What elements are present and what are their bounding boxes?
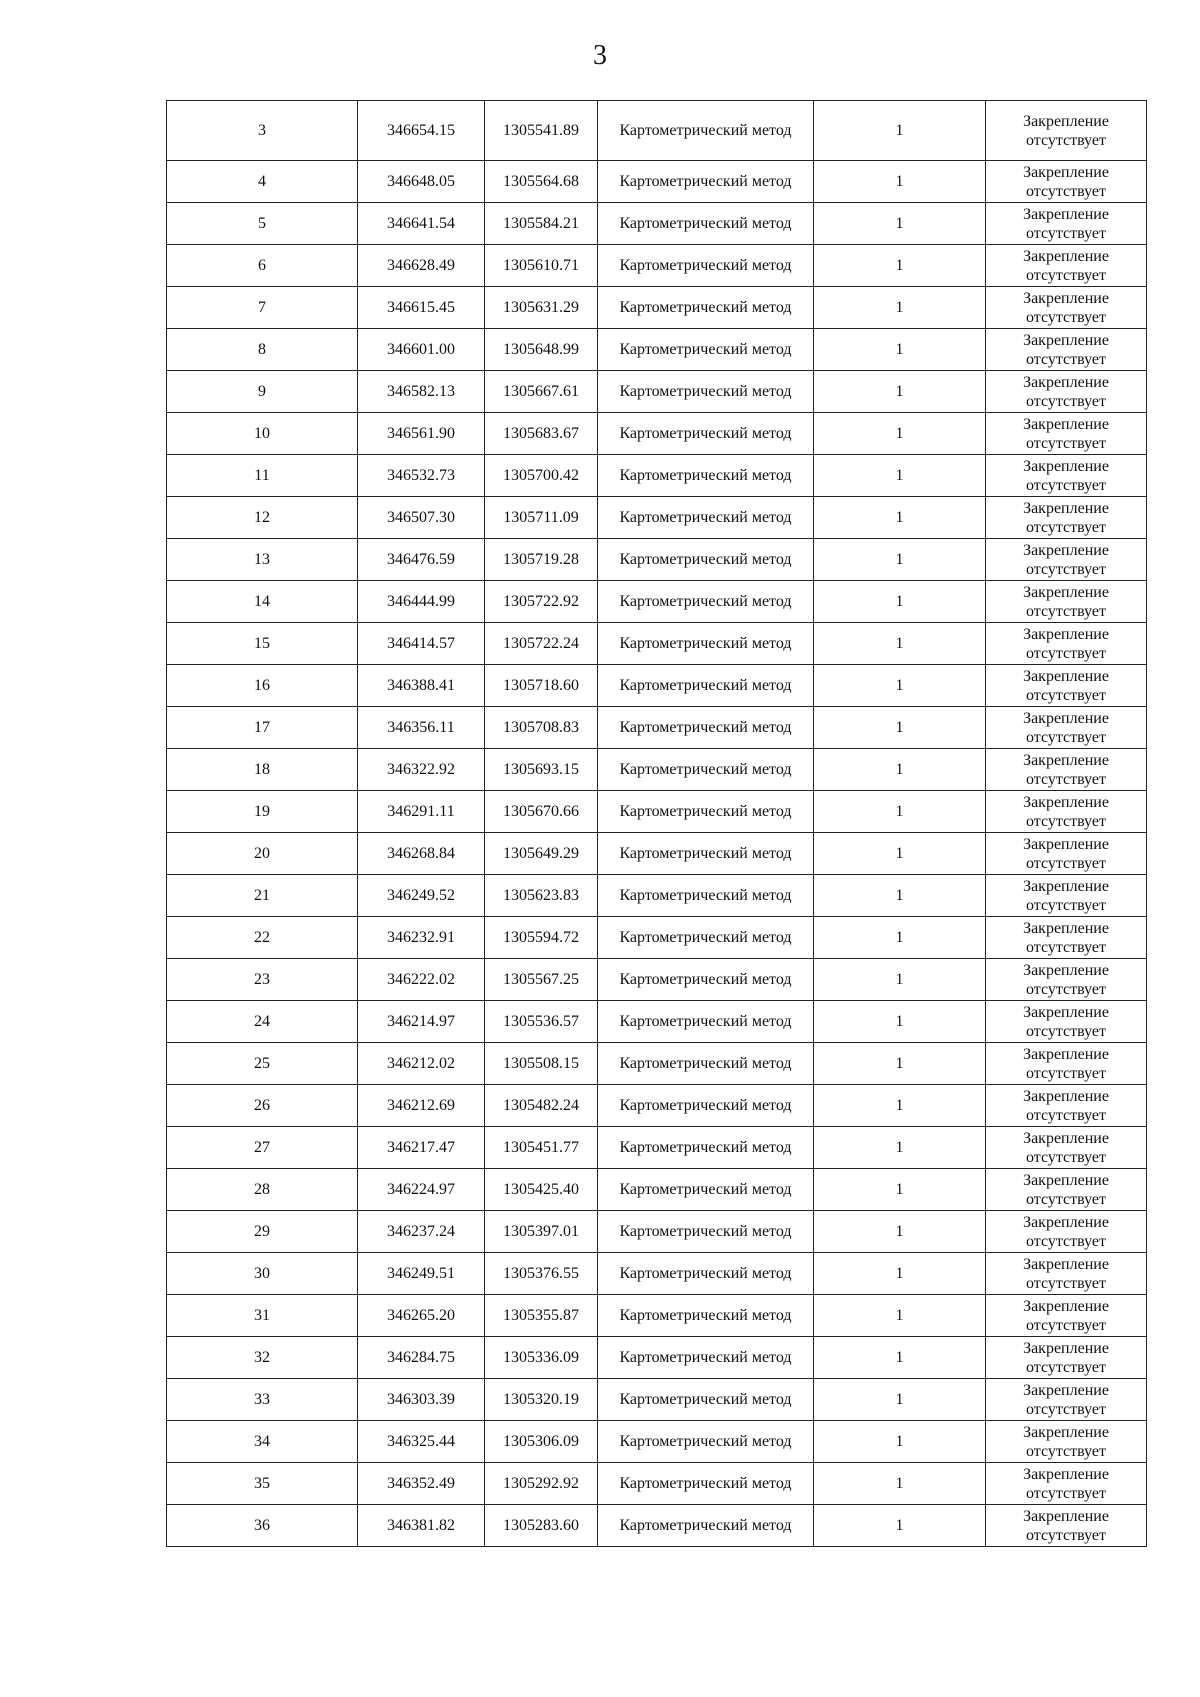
x-coordinate-cell: 346303.39	[358, 1379, 485, 1421]
y-coordinate-cell: 1305584.21	[485, 203, 598, 245]
table-row	[167, 1043, 1147, 1085]
x-coordinate-cell: 346615.45	[358, 287, 485, 329]
method-cell: Картометрический метод	[598, 1127, 814, 1169]
table-row	[167, 1253, 1147, 1295]
point-number-cell: 25	[167, 1043, 358, 1085]
x-coordinate-cell: 346648.05	[358, 161, 485, 203]
x-coordinate-cell: 346654.15	[358, 101, 485, 161]
point-number-cell: 6	[167, 245, 358, 287]
coordinates-table-body	[167, 101, 1147, 1547]
method-cell: Картометрический метод	[598, 623, 814, 665]
point-number-cell: 29	[167, 1211, 358, 1253]
table-row	[167, 455, 1147, 497]
accuracy-cell: 1	[814, 917, 986, 959]
coordinates-table	[166, 100, 1147, 1547]
table-row	[167, 203, 1147, 245]
method-cell: Картометрический метод	[598, 917, 814, 959]
table-row	[167, 1379, 1147, 1421]
fixing-description-cell: Закрепление отсутствует	[986, 101, 1147, 161]
y-coordinate-cell: 1305700.42	[485, 455, 598, 497]
y-coordinate-cell: 1305482.24	[485, 1085, 598, 1127]
y-coordinate-cell: 1305376.55	[485, 1253, 598, 1295]
y-coordinate-cell: 1305631.29	[485, 287, 598, 329]
method-cell: Картометрический метод	[598, 101, 814, 161]
table-row	[167, 1001, 1147, 1043]
fixing-description-cell: Закрепление отсутствует	[986, 497, 1147, 539]
fixing-description-cell: Закрепление отсутствует	[986, 1085, 1147, 1127]
table-row	[167, 1337, 1147, 1379]
y-coordinate-cell: 1305320.19	[485, 1379, 598, 1421]
table-row	[167, 1421, 1147, 1463]
fixing-description-cell: Закрепление отсутствует	[986, 665, 1147, 707]
fixing-description-cell: Закрепление отсутствует	[986, 245, 1147, 287]
point-number-cell: 31	[167, 1295, 358, 1337]
fixing-description-cell: Закрепление отсутствует	[986, 1253, 1147, 1295]
point-number-cell: 28	[167, 1169, 358, 1211]
fixing-description-cell: Закрепление отсутствует	[986, 917, 1147, 959]
y-coordinate-cell: 1305683.67	[485, 413, 598, 455]
point-number-cell: 26	[167, 1085, 358, 1127]
table-row	[167, 581, 1147, 623]
fixing-description-cell: Закрепление отсутствует	[986, 287, 1147, 329]
fixing-description-cell: Закрепление отсутствует	[986, 1505, 1147, 1547]
x-coordinate-cell: 346414.57	[358, 623, 485, 665]
accuracy-cell: 1	[814, 1127, 986, 1169]
table-row	[167, 917, 1147, 959]
y-coordinate-cell: 1305594.72	[485, 917, 598, 959]
x-coordinate-cell: 346532.73	[358, 455, 485, 497]
x-coordinate-cell: 346641.54	[358, 203, 485, 245]
method-cell: Картометрический метод	[598, 1211, 814, 1253]
accuracy-cell: 1	[814, 203, 986, 245]
table-row	[167, 1127, 1147, 1169]
fixing-description-cell: Закрепление отсутствует	[986, 1169, 1147, 1211]
method-cell: Картометрический метод	[598, 833, 814, 875]
point-number-cell: 34	[167, 1421, 358, 1463]
accuracy-cell: 1	[814, 1295, 986, 1337]
x-coordinate-cell: 346284.75	[358, 1337, 485, 1379]
table-row	[167, 791, 1147, 833]
x-coordinate-cell: 346352.49	[358, 1463, 485, 1505]
method-cell: Картометрический метод	[598, 749, 814, 791]
point-number-cell: 3	[167, 101, 358, 161]
x-coordinate-cell: 346507.30	[358, 497, 485, 539]
point-number-cell: 21	[167, 875, 358, 917]
x-coordinate-cell: 346444.99	[358, 581, 485, 623]
accuracy-cell: 1	[814, 1043, 986, 1085]
accuracy-cell: 1	[814, 1337, 986, 1379]
method-cell: Картометрический метод	[598, 245, 814, 287]
y-coordinate-cell: 1305667.61	[485, 371, 598, 413]
x-coordinate-cell: 346222.02	[358, 959, 485, 1001]
accuracy-cell: 1	[814, 539, 986, 581]
x-coordinate-cell: 346217.47	[358, 1127, 485, 1169]
fixing-description-cell: Закрепление отсутствует	[986, 1379, 1147, 1421]
y-coordinate-cell: 1305610.71	[485, 245, 598, 287]
method-cell: Картометрический метод	[598, 1253, 814, 1295]
fixing-description-cell: Закрепление отсутствует	[986, 1295, 1147, 1337]
method-cell: Картометрический метод	[598, 413, 814, 455]
fixing-description-cell: Закрепление отсутствует	[986, 455, 1147, 497]
accuracy-cell: 1	[814, 875, 986, 917]
method-cell: Картометрический метод	[598, 665, 814, 707]
method-cell: Картометрический метод	[598, 1463, 814, 1505]
x-coordinate-cell: 346268.84	[358, 833, 485, 875]
point-number-cell: 5	[167, 203, 358, 245]
fixing-description-cell: Закрепление отсутствует	[986, 539, 1147, 581]
point-number-cell: 4	[167, 161, 358, 203]
x-coordinate-cell: 346249.51	[358, 1253, 485, 1295]
x-coordinate-cell: 346582.13	[358, 371, 485, 413]
y-coordinate-cell: 1305722.92	[485, 581, 598, 623]
y-coordinate-cell: 1305508.15	[485, 1043, 598, 1085]
accuracy-cell: 1	[814, 1001, 986, 1043]
method-cell: Картометрический метод	[598, 1379, 814, 1421]
table-row	[167, 497, 1147, 539]
y-coordinate-cell: 1305564.68	[485, 161, 598, 203]
accuracy-cell: 1	[814, 1505, 986, 1547]
accuracy-cell: 1	[814, 287, 986, 329]
table-row	[167, 665, 1147, 707]
x-coordinate-cell: 346249.52	[358, 875, 485, 917]
x-coordinate-cell: 346476.59	[358, 539, 485, 581]
point-number-cell: 8	[167, 329, 358, 371]
y-coordinate-cell: 1305722.24	[485, 623, 598, 665]
x-coordinate-cell: 346232.91	[358, 917, 485, 959]
fixing-description-cell: Закрепление отсутствует	[986, 623, 1147, 665]
table-row	[167, 707, 1147, 749]
fixing-description-cell: Закрепление отсутствует	[986, 203, 1147, 245]
point-number-cell: 24	[167, 1001, 358, 1043]
y-coordinate-cell: 1305648.99	[485, 329, 598, 371]
x-coordinate-cell: 346325.44	[358, 1421, 485, 1463]
fixing-description-cell: Закрепление отсутствует	[986, 749, 1147, 791]
x-coordinate-cell: 346224.97	[358, 1169, 485, 1211]
accuracy-cell: 1	[814, 707, 986, 749]
fixing-description-cell: Закрепление отсутствует	[986, 1421, 1147, 1463]
fixing-description-cell: Закрепление отсутствует	[986, 371, 1147, 413]
table-row	[167, 1211, 1147, 1253]
table-row	[167, 875, 1147, 917]
accuracy-cell: 1	[814, 161, 986, 203]
method-cell: Картометрический метод	[598, 1043, 814, 1085]
method-cell: Картометрический метод	[598, 1169, 814, 1211]
table-row	[167, 413, 1147, 455]
accuracy-cell: 1	[814, 581, 986, 623]
accuracy-cell: 1	[814, 455, 986, 497]
method-cell: Картометрический метод	[598, 371, 814, 413]
point-number-cell: 19	[167, 791, 358, 833]
accuracy-cell: 1	[814, 1253, 986, 1295]
y-coordinate-cell: 1305670.66	[485, 791, 598, 833]
fixing-description-cell: Закрепление отсутствует	[986, 959, 1147, 1001]
table-row	[167, 371, 1147, 413]
x-coordinate-cell: 346628.49	[358, 245, 485, 287]
accuracy-cell: 1	[814, 833, 986, 875]
table-row	[167, 245, 1147, 287]
x-coordinate-cell: 346212.69	[358, 1085, 485, 1127]
x-coordinate-cell: 346388.41	[358, 665, 485, 707]
table-row	[167, 101, 1147, 161]
y-coordinate-cell: 1305567.25	[485, 959, 598, 1001]
point-number-cell: 36	[167, 1505, 358, 1547]
accuracy-cell: 1	[814, 665, 986, 707]
table-row	[167, 623, 1147, 665]
fixing-description-cell: Закрепление отсутствует	[986, 1337, 1147, 1379]
accuracy-cell: 1	[814, 101, 986, 161]
table-row	[167, 539, 1147, 581]
table-row	[167, 161, 1147, 203]
y-coordinate-cell: 1305649.29	[485, 833, 598, 875]
table-row	[167, 1463, 1147, 1505]
fixing-description-cell: Закрепление отсутствует	[986, 581, 1147, 623]
method-cell: Картометрический метод	[598, 959, 814, 1001]
y-coordinate-cell: 1305541.89	[485, 101, 598, 161]
table-row	[167, 287, 1147, 329]
accuracy-cell: 1	[814, 1211, 986, 1253]
point-number-cell: 16	[167, 665, 358, 707]
accuracy-cell: 1	[814, 959, 986, 1001]
y-coordinate-cell: 1305292.92	[485, 1463, 598, 1505]
method-cell: Картометрический метод	[598, 455, 814, 497]
method-cell: Картометрический метод	[598, 791, 814, 833]
method-cell: Картометрический метод	[598, 1337, 814, 1379]
point-number-cell: 12	[167, 497, 358, 539]
point-number-cell: 20	[167, 833, 358, 875]
method-cell: Картометрический метод	[598, 1421, 814, 1463]
x-coordinate-cell: 346561.90	[358, 413, 485, 455]
x-coordinate-cell: 346601.00	[358, 329, 485, 371]
method-cell: Картометрический метод	[598, 161, 814, 203]
y-coordinate-cell: 1305536.57	[485, 1001, 598, 1043]
fixing-description-cell: Закрепление отсутствует	[986, 833, 1147, 875]
y-coordinate-cell: 1305451.77	[485, 1127, 598, 1169]
y-coordinate-cell: 1305397.01	[485, 1211, 598, 1253]
x-coordinate-cell: 346214.97	[358, 1001, 485, 1043]
point-number-cell: 17	[167, 707, 358, 749]
table-row	[167, 749, 1147, 791]
y-coordinate-cell: 1305623.83	[485, 875, 598, 917]
fixing-description-cell: Закрепление отсутствует	[986, 161, 1147, 203]
method-cell: Картометрический метод	[598, 1505, 814, 1547]
y-coordinate-cell: 1305718.60	[485, 665, 598, 707]
fixing-description-cell: Закрепление отсутствует	[986, 707, 1147, 749]
accuracy-cell: 1	[814, 1085, 986, 1127]
method-cell: Картометрический метод	[598, 875, 814, 917]
y-coordinate-cell: 1305425.40	[485, 1169, 598, 1211]
fixing-description-cell: Закрепление отсутствует	[986, 1211, 1147, 1253]
table-row	[167, 1505, 1147, 1547]
point-number-cell: 7	[167, 287, 358, 329]
y-coordinate-cell: 1305711.09	[485, 497, 598, 539]
fixing-description-cell: Закрепление отсутствует	[986, 1463, 1147, 1505]
accuracy-cell: 1	[814, 1379, 986, 1421]
method-cell: Картометрический метод	[598, 1001, 814, 1043]
accuracy-cell: 1	[814, 245, 986, 287]
accuracy-cell: 1	[814, 749, 986, 791]
accuracy-cell: 1	[814, 1421, 986, 1463]
fixing-description-cell: Закрепление отсутствует	[986, 875, 1147, 917]
x-coordinate-cell: 346381.82	[358, 1505, 485, 1547]
table-row	[167, 329, 1147, 371]
fixing-description-cell: Закрепление отсутствует	[986, 791, 1147, 833]
fixing-description-cell: Закрепление отсутствует	[986, 1043, 1147, 1085]
method-cell: Картометрический метод	[598, 329, 814, 371]
fixing-description-cell: Закрепление отсутствует	[986, 1001, 1147, 1043]
point-number-cell: 30	[167, 1253, 358, 1295]
y-coordinate-cell: 1305336.09	[485, 1337, 598, 1379]
table-row	[167, 959, 1147, 1001]
method-cell: Картометрический метод	[598, 1085, 814, 1127]
method-cell: Картометрический метод	[598, 203, 814, 245]
y-coordinate-cell: 1305306.09	[485, 1421, 598, 1463]
point-number-cell: 14	[167, 581, 358, 623]
accuracy-cell: 1	[814, 371, 986, 413]
x-coordinate-cell: 346237.24	[358, 1211, 485, 1253]
x-coordinate-cell: 346322.92	[358, 749, 485, 791]
fixing-description-cell: Закрепление отсутствует	[986, 413, 1147, 455]
x-coordinate-cell: 346265.20	[358, 1295, 485, 1337]
accuracy-cell: 1	[814, 497, 986, 539]
table-row	[167, 1085, 1147, 1127]
table-row	[167, 1169, 1147, 1211]
x-coordinate-cell: 346356.11	[358, 707, 485, 749]
point-number-cell: 22	[167, 917, 358, 959]
point-number-cell: 10	[167, 413, 358, 455]
x-coordinate-cell: 346212.02	[358, 1043, 485, 1085]
accuracy-cell: 1	[814, 1463, 986, 1505]
point-number-cell: 9	[167, 371, 358, 413]
point-number-cell: 27	[167, 1127, 358, 1169]
table-row	[167, 833, 1147, 875]
method-cell: Картометрический метод	[598, 539, 814, 581]
point-number-cell: 18	[167, 749, 358, 791]
fixing-description-cell: Закрепление отсутствует	[986, 329, 1147, 371]
table-row	[167, 1295, 1147, 1337]
page-number: 3	[593, 40, 607, 71]
method-cell: Картометрический метод	[598, 581, 814, 623]
x-coordinate-cell: 346291.11	[358, 791, 485, 833]
method-cell: Картометрический метод	[598, 287, 814, 329]
y-coordinate-cell: 1305355.87	[485, 1295, 598, 1337]
point-number-cell: 11	[167, 455, 358, 497]
method-cell: Картометрический метод	[598, 1295, 814, 1337]
y-coordinate-cell: 1305283.60	[485, 1505, 598, 1547]
point-number-cell: 33	[167, 1379, 358, 1421]
y-coordinate-cell: 1305693.15	[485, 749, 598, 791]
method-cell: Картометрический метод	[598, 707, 814, 749]
accuracy-cell: 1	[814, 1169, 986, 1211]
method-cell: Картометрический метод	[598, 497, 814, 539]
y-coordinate-cell: 1305719.28	[485, 539, 598, 581]
accuracy-cell: 1	[814, 329, 986, 371]
y-coordinate-cell: 1305708.83	[485, 707, 598, 749]
point-number-cell: 13	[167, 539, 358, 581]
accuracy-cell: 1	[814, 413, 986, 455]
point-number-cell: 23	[167, 959, 358, 1001]
fixing-description-cell: Закрепление отсутствует	[986, 1127, 1147, 1169]
accuracy-cell: 1	[814, 791, 986, 833]
point-number-cell: 32	[167, 1337, 358, 1379]
point-number-cell: 35	[167, 1463, 358, 1505]
accuracy-cell: 1	[814, 623, 986, 665]
point-number-cell: 15	[167, 623, 358, 665]
